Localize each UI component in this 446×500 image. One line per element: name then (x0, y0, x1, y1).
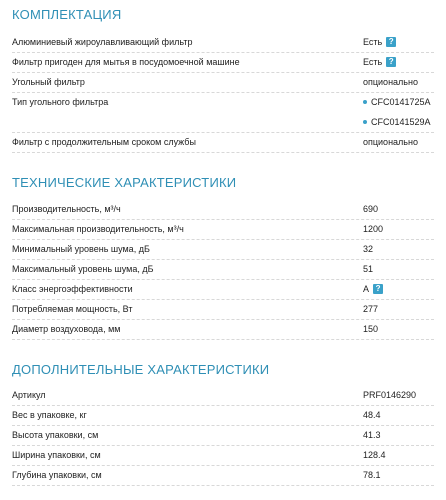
spec-name: Производительность, м³/ч (12, 204, 121, 214)
spec-row-max-noise (12, 259, 434, 280)
spec-name: Высота упаковки, см (12, 430, 99, 440)
spec-row-dishwasher-safe (12, 52, 434, 73)
spec-value: 41.3 (363, 430, 381, 440)
spec-row-duct-diameter (12, 319, 434, 340)
spec-row-article (12, 385, 434, 406)
spec-value: PRF0146290 (363, 390, 417, 400)
spec-row-carbon-filter-type-2 (12, 112, 434, 133)
spec-name: Диаметр воздуховода, мм (12, 324, 121, 334)
spec-row-min-noise (12, 239, 434, 260)
spec-value: 51 (363, 264, 374, 274)
spec-value (363, 112, 431, 132)
spec-row-package-height (12, 425, 434, 446)
section-title-equipment: КОМПЛЕКТАЦИЯ (12, 7, 122, 22)
spec-row-grease-filter (12, 32, 434, 53)
section-title-additional: ДОПОЛНИТЕЛЬНЫЕ ХАРАКТЕРИСТИКИ (12, 362, 270, 377)
spec-name: Артикул (12, 390, 46, 400)
spec-row-package-weight (12, 405, 434, 426)
spec-name: Угольный фильтр (12, 77, 85, 87)
spec-name: Фильтр пригоден для мытья в посудомоечной машине (12, 57, 240, 67)
spec-row-carbon-filter-type (12, 92, 434, 112)
spec-name: Глубина упаковки, см (12, 470, 102, 480)
section-title-specs: ТЕХНИЧЕСКИЕ ХАРАКТЕРИСТИКИ (12, 175, 237, 190)
spec-name: Вес в упаковке, кг (12, 410, 87, 420)
spec-value: Есть ? (363, 32, 396, 52)
bullet-icon (363, 100, 367, 104)
spec-value: опционально (363, 137, 418, 147)
carbon-filter-link-1[interactable]: CFC0141725A (371, 97, 431, 107)
spec-row-performance (12, 199, 434, 220)
spec-row-package-depth (12, 465, 434, 486)
spec-row-long-life-filter (12, 132, 434, 153)
spec-row-package-width (12, 445, 434, 466)
spec-name: Максимальная производительность, м³/ч (12, 224, 184, 234)
spec-value: 1200 (363, 224, 384, 234)
help-icon[interactable]: ? (373, 284, 383, 294)
spec-value: 128.4 (363, 450, 386, 460)
spec-name: Потребляемая мощность, Вт (12, 304, 133, 314)
spec-value: 690 (363, 204, 379, 214)
spec-name: Фильтр с продолжительным сроком службы (12, 137, 196, 147)
spec-name: Тип угольного фильтра (12, 97, 109, 107)
spec-value: 78.1 (363, 470, 381, 480)
bullet-icon (363, 120, 367, 124)
spec-name: Класс энергоэффективности (12, 284, 133, 294)
spec-value (363, 92, 431, 112)
spec-name: Максимальный уровень шума, дБ (12, 264, 154, 274)
spec-row-power (12, 299, 434, 320)
spec-value: 48.4 (363, 410, 381, 420)
spec-name: Минимальный уровень шума, дБ (12, 244, 150, 254)
spec-value: A ? (363, 279, 383, 299)
spec-row-max-performance (12, 219, 434, 240)
spec-name: Алюминиевый жироулавливающий фильтр (12, 37, 193, 47)
spec-name: Ширина упаковки, см (12, 450, 101, 460)
spec-value: опционально (363, 77, 418, 87)
spec-value: 32 (363, 244, 374, 254)
help-icon[interactable]: ? (386, 37, 396, 47)
carbon-filter-link-2[interactable]: CFC0141529A (371, 117, 431, 127)
spec-value: Есть ? (363, 52, 396, 72)
spec-row-energy-class (12, 279, 434, 300)
spec-row-carbon-filter (12, 72, 434, 93)
spec-value: 277 (363, 304, 379, 314)
help-icon[interactable]: ? (386, 57, 396, 67)
spec-value: 150 (363, 324, 379, 334)
